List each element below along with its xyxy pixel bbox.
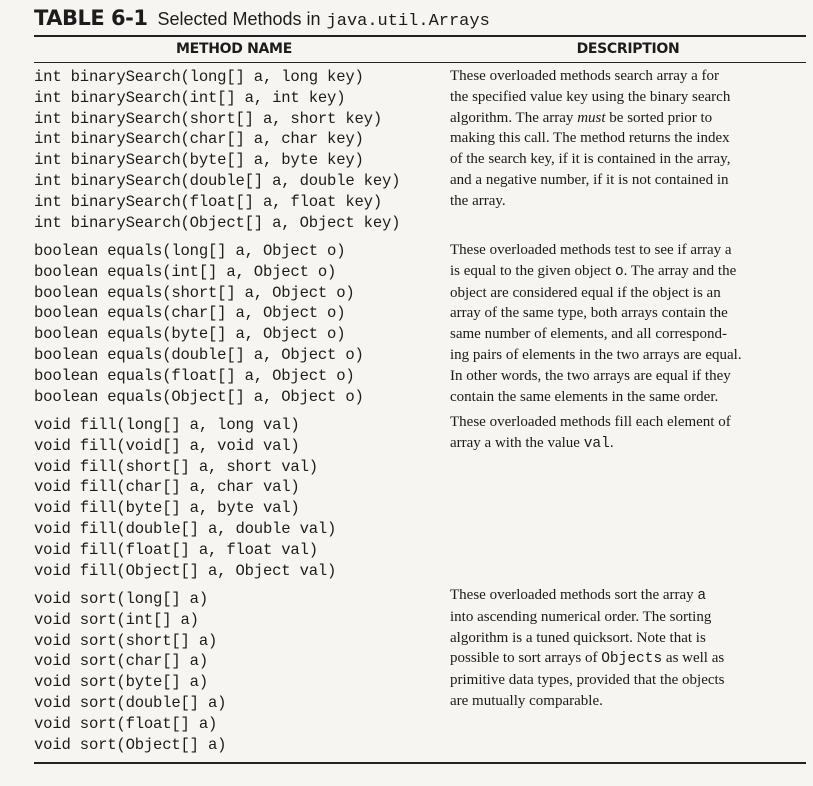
description-line: contain the same elements in the same order.: [450, 388, 719, 405]
method-line: void fill(byte[] a, byte val): [34, 499, 300, 518]
bottom-rule: [34, 762, 806, 764]
method-group-binarysearch: [34, 67, 400, 233]
method-line: void fill(short[] a, short val): [34, 457, 318, 476]
method-group-sort: [34, 589, 226, 755]
method-line: boolean equals(byte[] a, Object o): [34, 325, 346, 344]
method-line: int binarySearch(char[] a, char key): [34, 130, 364, 149]
description-line: into ascending numerical order. The sorting: [450, 608, 712, 625]
description-line: the specified value key using the binary search: [450, 88, 731, 105]
description-line: same number of elements, and all correspond-: [450, 326, 727, 343]
method-line: boolean equals(char[] a, Object o): [34, 304, 346, 323]
description-sort: [450, 585, 810, 712]
description-line: algorithm. The array must be sorted prior to: [450, 109, 713, 126]
description-line: primitive data types, provided that the objects: [450, 672, 725, 689]
method-line: void fill(void[] a, void val): [34, 436, 300, 455]
description-equals: [450, 240, 810, 407]
description-line: algorithm is a tuned quicksort. Note that is: [450, 629, 706, 646]
description-line: These overloaded methods search array a for: [450, 68, 720, 84]
inline-code: a: [697, 588, 707, 604]
method-line: void fill(long[] a, long val): [34, 416, 300, 434]
method-line: void fill(double[] a, double val): [34, 519, 337, 538]
description-line: making this call. The method returns the index: [450, 130, 730, 147]
method-line: void sort(Object[] a): [34, 735, 227, 754]
method-line: boolean equals(double[] a, Object o): [34, 345, 364, 364]
header-rule: [34, 62, 806, 63]
method-line: boolean equals(short[] a, Object o): [34, 283, 355, 302]
description-line: are mutually comparable.: [450, 692, 603, 709]
description-line: of the search key, if it is contained in the array,: [450, 151, 731, 168]
method-line: void sort(char[] a): [34, 652, 208, 671]
description-line: ing pairs of elements in the two arrays are equal.: [450, 346, 742, 363]
table-caption: Selected Methods in: [157, 9, 321, 29]
description-line: possible to sort arrays of Objects as well as: [450, 650, 725, 668]
description-line: object are considered equal if the object is an: [450, 284, 721, 301]
method-line: int binarySearch(long[] a, long key): [34, 68, 364, 86]
column-header-description: DESCRIPTION: [576, 41, 680, 57]
method-group-equals: [34, 241, 364, 407]
inline-code: o: [614, 263, 624, 280]
inline-code: Objects: [601, 651, 663, 668]
description-line: array a with the value val.: [450, 434, 614, 452]
inline-code: val: [583, 435, 610, 452]
method-line: int binarySearch(double[] a, double key): [34, 171, 401, 190]
method-line: boolean equals(float[] a, Object o): [34, 366, 355, 385]
method-line: void sort(double[] a): [34, 693, 227, 712]
top-rule: [34, 35, 806, 37]
method-line: void fill(Object[] a, Object val): [34, 561, 337, 580]
table-label: TABLE 6-1: [34, 6, 148, 30]
description-line: the array.: [450, 192, 506, 209]
method-line: boolean equals(long[] a, Object o): [34, 242, 346, 260]
method-line: int binarySearch(float[] a, float key): [34, 192, 382, 211]
description-line: and a negative number, if it is not contained in: [450, 171, 729, 188]
description-line: These overloaded methods fill each element of: [450, 414, 731, 430]
method-line: int binarySearch(int[] a, int key): [34, 88, 346, 107]
method-line: void sort(int[] a): [34, 610, 199, 629]
description-line: is equal to the given object o. The array and the: [450, 262, 737, 280]
emphasis-text: must: [577, 109, 606, 126]
method-line: void sort(short[] a): [34, 631, 218, 650]
method-line: void fill(float[] a, float val): [34, 540, 318, 559]
description-line: These overloaded methods test to see if array a: [450, 242, 732, 258]
method-line: void sort(float[] a): [34, 714, 218, 733]
method-line: boolean equals(Object[] a, Object o): [34, 387, 364, 406]
method-line: int binarySearch(Object[] a, Object key): [34, 213, 401, 232]
method-line: int binarySearch(short[] a, short key): [34, 109, 382, 128]
description-line: array of the same type, both arrays contain the: [450, 305, 728, 322]
column-header-method: METHOD NAME: [176, 41, 292, 57]
method-line: boolean equals(int[] a, Object o): [34, 262, 337, 281]
description-binarysearch: [450, 66, 810, 212]
description-fill: [450, 412, 810, 455]
method-line: void sort(long[] a): [34, 590, 208, 608]
description-line: These overloaded methods sort the array a: [450, 587, 707, 604]
method-group-fill: [34, 415, 336, 581]
table-caption-code: java.util.Arrays: [326, 12, 490, 31]
method-line: void fill(char[] a, char val): [34, 478, 300, 497]
description-line: In other words, the two arrays are equal if they: [450, 367, 731, 384]
method-line: void sort(byte[] a): [34, 673, 208, 692]
table-title: [34, 6, 490, 34]
method-line: int binarySearch(byte[] a, byte key): [34, 151, 364, 170]
